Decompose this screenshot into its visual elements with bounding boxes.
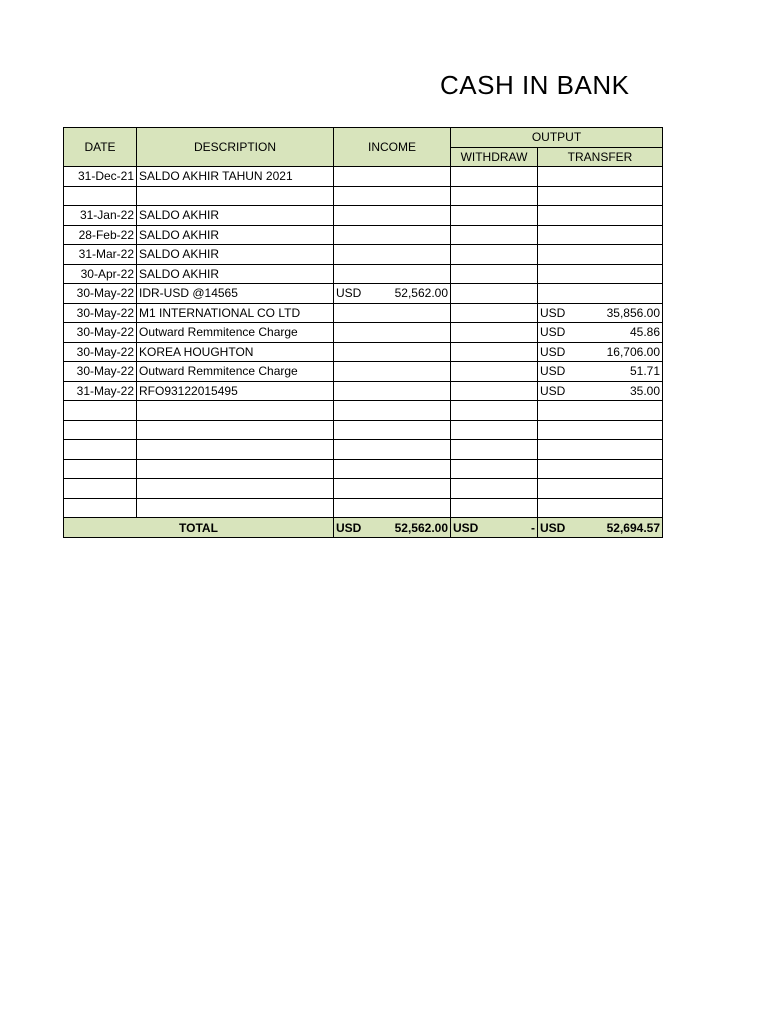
income-cell xyxy=(334,186,451,206)
table-row xyxy=(64,186,663,206)
description-cell: SALDO AKHIR TAHUN 2021 xyxy=(137,167,334,187)
description-cell xyxy=(137,459,334,479)
transfer-cell xyxy=(538,420,663,440)
transfer-cell xyxy=(538,284,663,304)
transfer-currency: USD xyxy=(540,364,566,379)
table-row xyxy=(64,342,663,362)
description-cell xyxy=(137,401,334,421)
date-cell: 30-Apr-22 xyxy=(64,264,137,284)
description-cell xyxy=(137,186,334,206)
transfer-cell xyxy=(538,245,663,265)
date-cell: 28-Feb-22 xyxy=(64,225,137,245)
transfer-cell xyxy=(538,479,663,499)
transfer-currency: USD xyxy=(540,305,566,320)
income-cell xyxy=(334,323,451,343)
table-row xyxy=(64,323,663,343)
date-cell xyxy=(64,479,137,499)
date-cell xyxy=(64,440,137,460)
withdraw-cell xyxy=(451,342,538,362)
header-output: OUTPUT xyxy=(451,128,663,148)
description-cell: SALDO AKHIR xyxy=(137,206,334,226)
header-transfer: TRANSFER xyxy=(538,147,663,167)
withdraw-cell xyxy=(451,479,538,499)
income-cell xyxy=(334,479,451,499)
transfer-cell xyxy=(538,186,663,206)
income-cell xyxy=(334,245,451,265)
income-cell xyxy=(334,284,451,304)
header-withdraw: WITHDRAW xyxy=(451,147,538,167)
description-cell xyxy=(137,440,334,460)
withdraw-cell xyxy=(451,167,538,187)
transfer-cell xyxy=(538,206,663,226)
total-withdraw-amount: - xyxy=(531,520,535,535)
withdraw-cell xyxy=(451,206,538,226)
income-cell xyxy=(334,206,451,226)
date-cell: 30-May-22 xyxy=(64,323,137,343)
description-cell: RFO93122015495 xyxy=(137,381,334,401)
date-cell: 30-May-22 xyxy=(64,303,137,323)
header-description: DESCRIPTION xyxy=(137,128,334,167)
income-cell xyxy=(334,381,451,401)
table-row xyxy=(64,303,663,323)
date-cell: 30-May-22 xyxy=(64,284,137,304)
table-row xyxy=(64,459,663,479)
income-cell xyxy=(334,498,451,518)
ledger-body xyxy=(64,167,663,518)
withdraw-cell xyxy=(451,420,538,440)
table-row xyxy=(64,362,663,382)
description-cell: SALDO AKHIR xyxy=(137,264,334,284)
date-cell: 30-May-22 xyxy=(64,342,137,362)
description-cell xyxy=(137,420,334,440)
description-cell: SALDO AKHIR xyxy=(137,245,334,265)
income-cell xyxy=(334,440,451,460)
income-cell xyxy=(334,342,451,362)
total-transfer-currency: USD xyxy=(540,520,566,535)
withdraw-cell xyxy=(451,225,538,245)
transfer-amount: 16,706.00 xyxy=(606,344,660,359)
table-row xyxy=(64,167,663,187)
withdraw-cell xyxy=(451,303,538,323)
total-transfer-cell xyxy=(538,518,663,538)
table-row xyxy=(64,440,663,460)
transfer-cell xyxy=(538,342,663,362)
income-cell xyxy=(334,167,451,187)
transfer-cell xyxy=(538,167,663,187)
transfer-cell xyxy=(538,264,663,284)
transfer-amount: 51.71 xyxy=(629,364,660,379)
date-cell: 31-Jan-22 xyxy=(64,206,137,226)
date-cell xyxy=(64,186,137,206)
transfer-currency: USD xyxy=(540,383,566,398)
total-withdraw-currency: USD xyxy=(453,520,479,535)
withdraw-cell xyxy=(451,381,538,401)
description-cell: M1 INTERNATIONAL CO LTD xyxy=(137,303,334,323)
date-cell: 31-Dec-21 xyxy=(64,167,137,187)
withdraw-cell xyxy=(451,245,538,265)
transfer-currency: USD xyxy=(540,325,566,340)
date-cell: 31-Mar-22 xyxy=(64,245,137,265)
income-cell xyxy=(334,459,451,479)
description-cell: KOREA HOUGHTON xyxy=(137,342,334,362)
table-row xyxy=(64,264,663,284)
transfer-amount: 45.86 xyxy=(629,325,660,340)
withdraw-cell xyxy=(451,498,538,518)
table-row xyxy=(64,401,663,421)
withdraw-cell xyxy=(451,186,538,206)
total-income-amount: 52,562.00 xyxy=(394,520,448,535)
total-withdraw-cell xyxy=(451,518,538,538)
table-row xyxy=(64,284,663,304)
date-cell: 31-May-22 xyxy=(64,381,137,401)
income-cell xyxy=(334,303,451,323)
transfer-cell xyxy=(538,381,663,401)
table-row xyxy=(64,498,663,518)
transfer-cell xyxy=(538,362,663,382)
date-cell xyxy=(64,420,137,440)
income-cell xyxy=(334,225,451,245)
table-row xyxy=(64,420,663,440)
transfer-amount: 35.00 xyxy=(629,383,660,398)
date-cell xyxy=(64,498,137,518)
transfer-cell xyxy=(538,323,663,343)
cash-ledger-table xyxy=(63,127,663,538)
transfer-cell xyxy=(538,303,663,323)
total-row xyxy=(64,518,663,538)
description-cell: Outward Remmitence Charge xyxy=(137,362,334,382)
date-cell: 30-May-22 xyxy=(64,362,137,382)
description-cell xyxy=(137,498,334,518)
transfer-cell xyxy=(538,225,663,245)
income-cell xyxy=(334,401,451,421)
description-cell xyxy=(137,479,334,499)
income-currency: USD xyxy=(336,286,362,301)
header-date: DATE xyxy=(64,128,137,167)
income-cell xyxy=(334,362,451,382)
description-cell: IDR-USD @14565 xyxy=(137,284,334,304)
total-income-cell xyxy=(334,518,451,538)
description-cell: SALDO AKHIR xyxy=(137,225,334,245)
table-row xyxy=(64,206,663,226)
withdraw-cell xyxy=(451,362,538,382)
withdraw-cell xyxy=(451,264,538,284)
transfer-cell xyxy=(538,459,663,479)
transfer-cell xyxy=(538,440,663,460)
table-row xyxy=(64,225,663,245)
page-title: CASH IN BANK xyxy=(440,70,630,100)
transfer-cell xyxy=(538,401,663,421)
total-income-currency: USD xyxy=(336,520,362,535)
transfer-cell xyxy=(538,498,663,518)
income-cell xyxy=(334,264,451,284)
total-label: TOTAL xyxy=(64,518,334,538)
withdraw-cell xyxy=(451,440,538,460)
withdraw-cell xyxy=(451,284,538,304)
withdraw-cell xyxy=(451,323,538,343)
table-row xyxy=(64,479,663,499)
transfer-amount: 35,856.00 xyxy=(606,305,660,320)
description-cell: Outward Remmitence Charge xyxy=(137,323,334,343)
total-transfer-amount: 52,694.57 xyxy=(606,520,660,535)
header-income: INCOME xyxy=(334,128,451,167)
table-row xyxy=(64,381,663,401)
transfer-currency: USD xyxy=(540,344,566,359)
income-amount: 52,562.00 xyxy=(394,286,448,301)
table-row xyxy=(64,245,663,265)
withdraw-cell xyxy=(451,459,538,479)
income-cell xyxy=(334,420,451,440)
date-cell xyxy=(64,401,137,421)
withdraw-cell xyxy=(451,401,538,421)
date-cell xyxy=(64,459,137,479)
